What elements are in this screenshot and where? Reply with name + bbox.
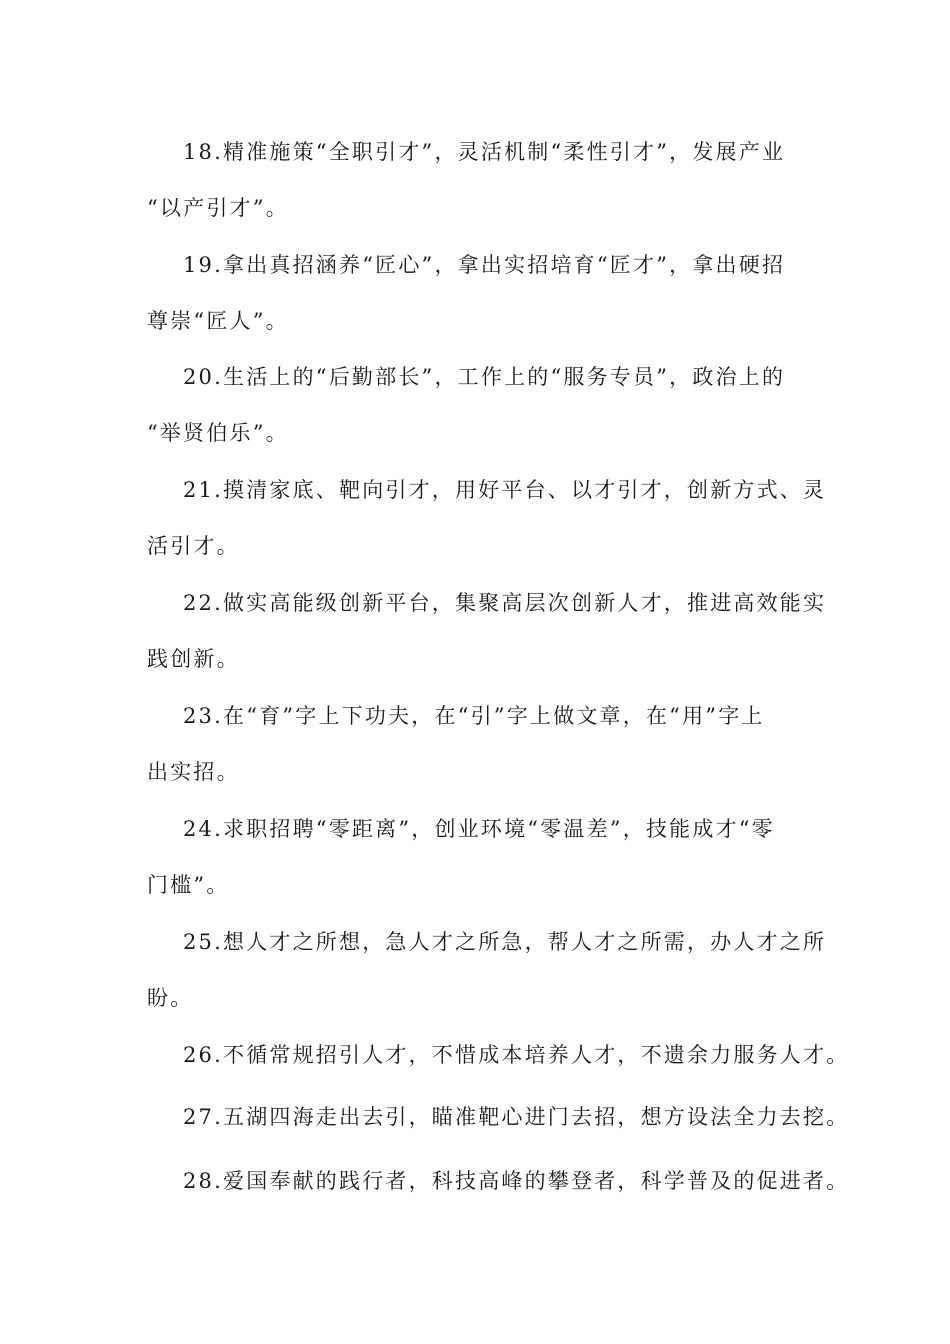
item-line-2: 门槛”。: [147, 873, 230, 897]
item-line-2: 尊崇“匠人”。: [147, 309, 289, 333]
list-item-22: [147, 588, 827, 674]
list-item-19: [147, 250, 807, 336]
list-item-26: [147, 1040, 850, 1070]
item-line-1: 25.想人才之所想，急人才之所急，帮人才之所需，办人才之所: [183, 930, 827, 954]
item-line-1: 20.生活上的“后勤部长”，工作上的“服务专员”，政治上的: [183, 365, 786, 389]
item-line-1: 21.摸清家底、靶向引才，用好平台、以才引才，创新方式、灵: [183, 478, 827, 502]
item-line-2: 出实招。: [147, 760, 240, 784]
list-item-27: [147, 1102, 850, 1132]
list-item-25: [147, 927, 827, 1013]
list-item-24: [147, 814, 807, 900]
item-line-2: 活引才。: [147, 534, 240, 558]
item-line-1: 27.五湖四海走出去引，瞄准靶心进门去招，想方设法全力去挖。: [183, 1105, 850, 1129]
item-line-1: 23.在“育”字上下功夫，在“引”字上做文章，在“用”字上: [183, 704, 765, 728]
item-line-1: 19.拿出真招涵养“匠心”，拿出实招培育“匠才”，拿出硬招: [183, 253, 786, 277]
item-line-2: 盼。: [147, 986, 194, 1010]
item-line-2: “以产引才”。: [147, 196, 289, 220]
item-line-2: 践创新。: [147, 647, 240, 671]
item-line-1: 18.精准施策“全职引才”，灵活机制“柔性引才”，发展产业: [183, 140, 786, 164]
list-item-20: [147, 362, 807, 448]
item-line-2: “举贤伯乐”。: [147, 421, 289, 445]
item-line-1: 24.求职招聘“零距离”，创业环境“零温差”，技能成才“零: [183, 817, 775, 841]
list-item-21: [147, 475, 827, 561]
item-line-1: 26.不循常规招引人才，不惜成本培养人才，不遗余力服务人才。: [183, 1043, 850, 1067]
item-line-1: 28.爱国奉献的践行者，科技高峰的攀登者，科学普及的促进者。: [183, 1169, 850, 1193]
item-line-1: 22.做实高能级创新平台，集聚高层次创新人才，推进高效能实: [183, 591, 827, 615]
list-item-18: [147, 137, 807, 223]
list-item-28: [147, 1166, 850, 1196]
list-item-23: [147, 701, 807, 787]
